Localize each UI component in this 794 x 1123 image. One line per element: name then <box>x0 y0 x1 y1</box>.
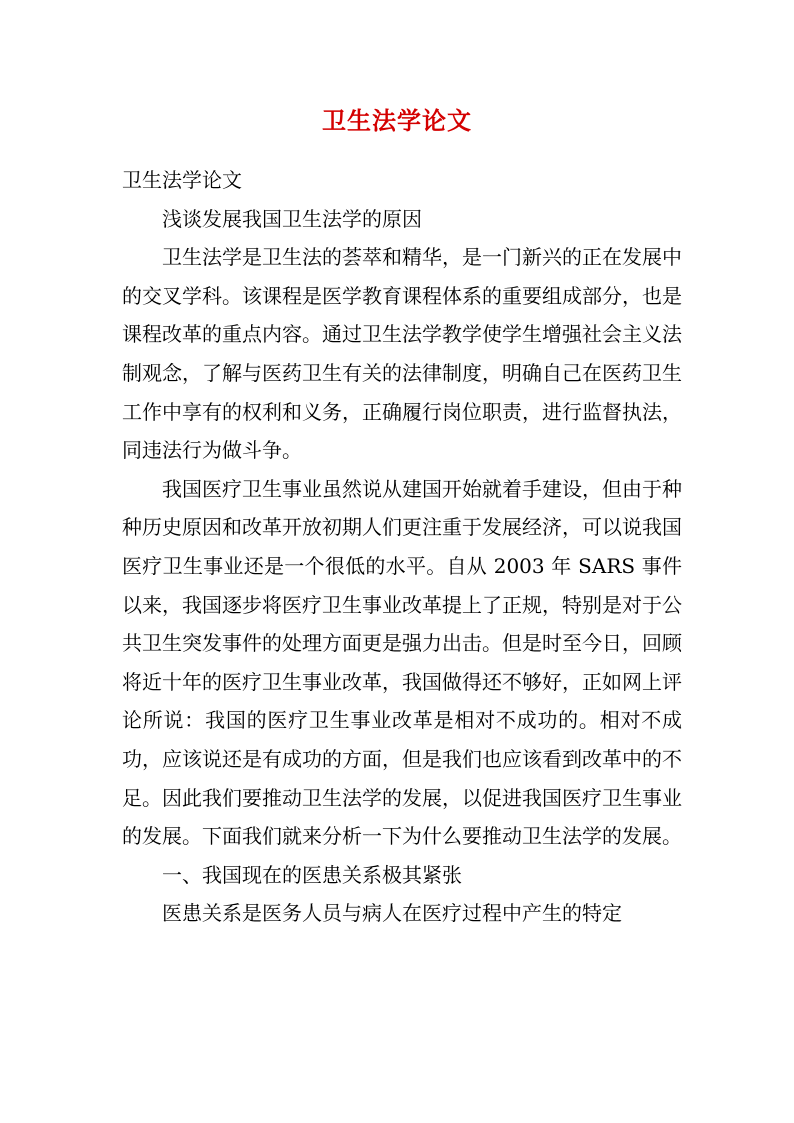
paragraph-heading: 卫生法学论文 <box>122 168 242 192</box>
paragraph-intro: 卫生法学是卫生法的荟萃和精华，是一门新兴的正在发展中的交叉学科。该课程是医学教育课程体系的重要组成部分，也是课程改革的重点内容。通过卫生法学教学使学生增强社会主义法制观念，了解与医药卫生有关的法律制度，明确自己在医药卫生工作中享有的权利和义务，正确履行岗位职责，进行监督执法，同违法行为做斗争。 <box>122 245 682 463</box>
paragraph-background: 我国医疗卫生事业虽然说从建国开始就着手建设，但由于种种历史原因和改革开放初期人们更注重于发展经济，可以说我国医疗卫生事业还是一个很低的水平。自从 2003 年 SARS 事件以来，我国逐步将医疗卫生事业改革提上了正规，特别是对于公共卫生突发事件的处理方面更是强力出击。但是时至今日，回顾将近十年的医疗卫生事业改革，我国做得还不够好，正如网上评论所说：我国的医疗卫生事业改革是相对不成功的。相对不成功，应该说还是有成功的方面，但是我们也应该看到改革中的不足。因此我们要推动卫生法学的发展，以促进我国医疗卫生事业的发展。下面我们就来分析一下为什么要推动卫生法学的发展。 <box>122 476 682 849</box>
document-body <box>122 161 682 933</box>
section-heading-1: 一、我国现在的医患关系极其紧张 <box>162 862 462 887</box>
paragraph-section-1: 医患关系是医务人员与病人在医疗过程中产生的特定 <box>162 901 622 926</box>
paragraph-subtitle: 浅谈发展我国卫生法学的原因 <box>162 206 422 231</box>
document-title: 卫生法学论文 <box>322 106 472 135</box>
